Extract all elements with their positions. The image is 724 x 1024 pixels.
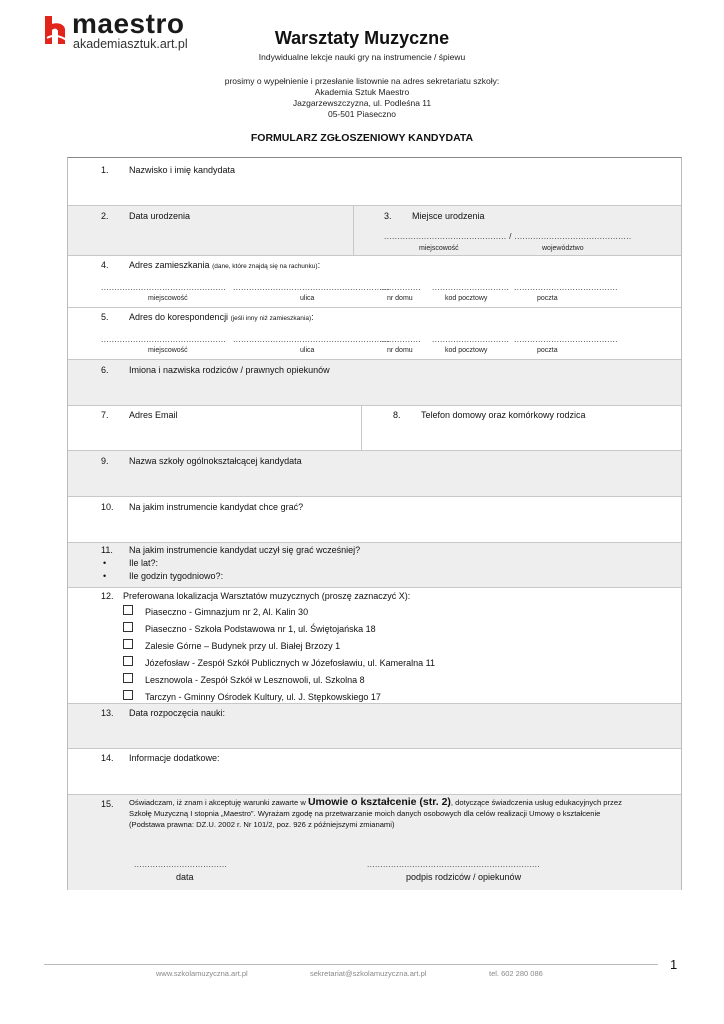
field-row-contact: [68, 406, 681, 451]
field-row-declaration: [68, 795, 681, 890]
field-number: 1.: [101, 165, 109, 175]
logo-url: akademiasztuk.art.pl: [73, 37, 188, 51]
address-line-2: Jazgarzewszczyzna, ul. Podleśna 11: [292, 98, 432, 108]
signature-caption: podpis rodziców / opiekunów: [406, 872, 522, 882]
address-dots: .............................: [432, 334, 510, 344]
footer-email: sekretariat@szkolamuzyczna.art.pl: [310, 969, 427, 978]
caption: poczta: [537, 347, 558, 354]
caption: ulica: [300, 295, 315, 302]
field-row-additional-info[interactable]: [68, 749, 681, 795]
instruction: prosimy o wypełnienie i przesłanie listownie na adres sekretariatu szkoły:: [224, 76, 500, 86]
field-row-school[interactable]: [68, 451, 681, 497]
field-label: Preferowana lokalizacja Warsztatów muzycznych (proszę zaznaczyć X):: [123, 591, 411, 601]
field-label: Adres zamieszkania (dane, które znajdą się na rachunku):: [129, 260, 321, 270]
signature-dots[interactable]: .................................................................: [367, 859, 541, 869]
bullet-icon: •: [103, 571, 107, 581]
location-option: Józefosław - Zespół Szkół Publicznych w Józefosławiu, ul. Kameralna 11: [145, 658, 435, 668]
field-label: Imiona i nazwiska rodziców / prawnych opiekunów: [129, 365, 330, 375]
field-row-home-address[interactable]: [68, 256, 681, 308]
field-number: 7.: [101, 410, 109, 420]
address-dots: ...........................................................: [233, 282, 391, 292]
caption: miejscowość: [419, 245, 459, 252]
field-label: Ile godzin tygodniowo?:: [129, 571, 224, 581]
date-caption: data: [176, 872, 194, 882]
address-dots: ...............: [381, 282, 421, 292]
field-row-birth: [68, 206, 681, 256]
application-form: [67, 157, 682, 890]
logo-word: maestro: [72, 8, 185, 39]
location-option: Lesznowola - Zespół Szkół w Lesznowoli, ul. Szkolna 8: [145, 675, 365, 685]
location-checkbox[interactable]: [123, 639, 133, 649]
footer-website: www.szkolamuzyczna.art.pl: [156, 969, 248, 978]
location-checkbox[interactable]: [123, 690, 133, 700]
field-row-previous-instrument[interactable]: [68, 543, 681, 588]
date-dots[interactable]: ...................................: [134, 859, 228, 869]
caption: poczta: [537, 295, 558, 302]
caption: miejscowość: [148, 347, 188, 354]
field-number: 10.: [101, 502, 114, 512]
address-line-3: 05-501 Piaseczno: [327, 109, 397, 119]
field-label: Nazwa szkoły ogólnokształcącej kandydata: [129, 456, 302, 466]
declaration-text: Oświadczam, iż znam i akceptuję warunki zawarte w Umowie o kształcenie (str. 2), dotyczące świadczenia usług edukacyjnych przez Szkołę Muzyczną I stopnia „Maestro”. Wyrażam zgodę na przetwarzanie moich danych osobowych dla celów realizacji Umowy o kształcenie (Podstawa prawna: DZ.U. 2002 r. Nr 101/2, poz. 926 z późniejszymi zmianami): [129, 796, 622, 829]
birthplace-dots[interactable]: .............................................. / ............................................: [384, 231, 632, 241]
field-row-location: [68, 588, 681, 704]
address-dots: .......................................: [514, 334, 618, 344]
field-label: Nazwisko i imię kandydata: [129, 165, 236, 175]
footer-divider: [44, 964, 658, 965]
subtitle: Indywidualne lekcje nauki gry na instrumencie / śpiewu: [258, 52, 466, 62]
caption: kod pocztowy: [445, 295, 488, 302]
field-label: Data urodzenia: [129, 211, 191, 221]
field-number: 6.: [101, 365, 109, 375]
field-row-start-date[interactable]: [68, 704, 681, 749]
location-option: Piaseczno - Szkoła Podstawowa nr 1, ul. Świętojańska 18: [145, 624, 376, 634]
caption: ulica: [300, 347, 315, 354]
address-dots: .......................................: [514, 282, 618, 292]
footer-phone: tel. 602 280 086: [489, 969, 543, 978]
field-number: 5.: [101, 312, 109, 322]
field-row-instrument[interactable]: [68, 497, 681, 543]
field-label: Adres Email: [129, 410, 178, 420]
caption: miejscowość: [148, 295, 188, 302]
location-option: Tarczyn - Gminny Ośrodek Kultury, ul. J. Stępkowskiego 17: [145, 692, 381, 702]
address-dots: ...............................................: [101, 334, 227, 344]
location-checkbox[interactable]: [123, 605, 133, 615]
field-label: Telefon domowy oraz komórkowy rodzica: [421, 410, 586, 420]
address-line-1: Akademia Sztuk Maestro: [314, 87, 410, 97]
field-number: 2.: [101, 211, 109, 221]
caption: nr domu: [387, 347, 413, 354]
field-number: 4.: [101, 260, 109, 270]
field-label: Informacje dodatkowe:: [129, 753, 220, 763]
field-number: 15.: [101, 799, 114, 809]
page-number: 1: [670, 957, 678, 972]
field-row-name[interactable]: [68, 158, 681, 206]
form-title: FORMULARZ ZGŁOSZENIOWY KANDYDATA: [250, 132, 474, 144]
field-number: 3.: [384, 211, 392, 221]
caption: kod pocztowy: [445, 347, 488, 354]
caption: województwo: [542, 245, 584, 252]
caption: nr domu: [387, 295, 413, 302]
field-label: Na jakim instrumencie kandydat uczył się grać wcześniej?: [129, 545, 361, 555]
field-number: 12.: [101, 591, 114, 601]
location-option: Zalesie Górne – Budynek przy ul. Białej Brzozy 1: [145, 641, 341, 651]
address-dots: ...........................................................: [233, 334, 391, 344]
field-number: 13.: [101, 708, 114, 718]
location-checkbox[interactable]: [123, 673, 133, 683]
address-dots: .............................: [432, 282, 510, 292]
field-number: 9.: [101, 456, 109, 466]
field-number: 14.: [101, 753, 114, 763]
field-label: Na jakim instrumencie kandydat chce grać?: [129, 502, 304, 512]
bullet-icon: •: [103, 558, 107, 568]
address-dots: ...............: [381, 334, 421, 344]
field-label: Miejsce urodzenia: [412, 211, 485, 221]
field-row-mail-address[interactable]: [68, 308, 681, 360]
field-number: 8.: [393, 410, 401, 420]
divider: [361, 406, 362, 450]
field-label: Data rozpoczęcia nauki:: [129, 708, 226, 718]
page-title: Warsztaty Muzyczne: [274, 28, 450, 48]
location-checkbox[interactable]: [123, 622, 133, 632]
location-checkbox[interactable]: [123, 656, 133, 666]
field-label: Adres do korespondencji (jeśli inny niż zamieszkania):: [129, 312, 314, 322]
address-dots: ...............................................: [101, 282, 227, 292]
field-number: 11.: [101, 545, 113, 555]
field-row-parents[interactable]: [68, 360, 681, 406]
field-label: Ile lat?:: [129, 558, 159, 568]
location-option: Piaseczno - Gimnazjum nr 2, Al. Kalin 30: [145, 607, 309, 617]
divider: [353, 206, 354, 255]
